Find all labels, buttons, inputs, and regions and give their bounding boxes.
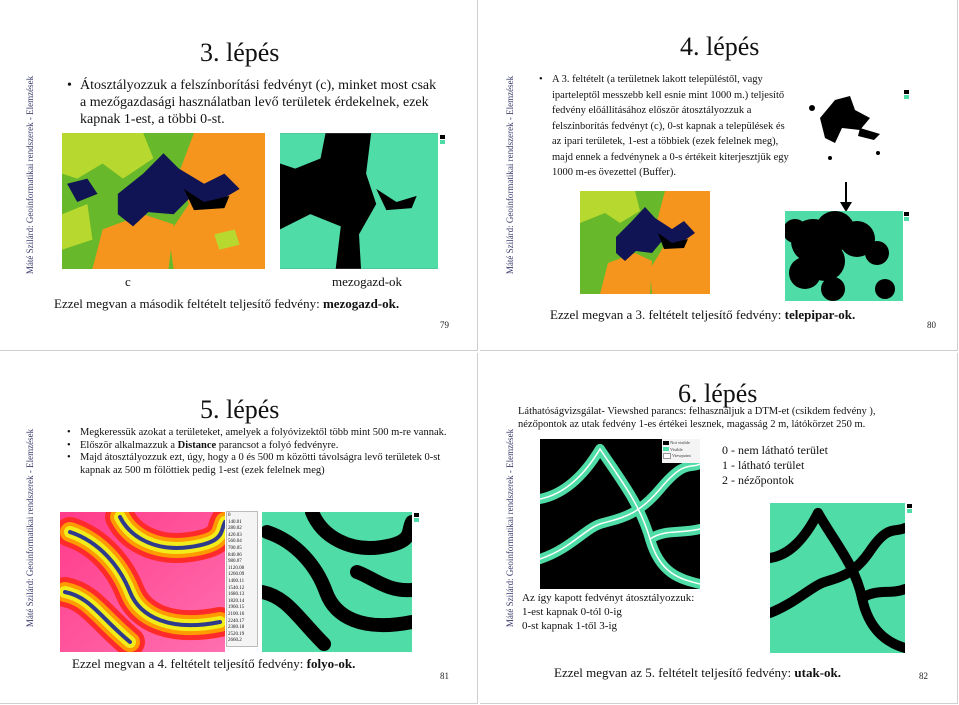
value-legend: 0 - nem látható terület 1 - látható terület 2 - nézőpontok	[722, 443, 828, 487]
slide-caption: Ezzel megvan a 3. feltételt teljesítő fedvény: telepipar-ok.	[550, 307, 856, 322]
legend-swatch	[440, 140, 445, 144]
mezogazd-ok-map	[280, 133, 438, 269]
distance-map	[60, 512, 225, 652]
slide-caption: Ezzel megvan az 5. feltételt teljesítő fedvény: utak-ok.	[554, 665, 842, 680]
landcover-map-c	[580, 191, 710, 294]
slide-82	[480, 353, 958, 704]
legend-row: Visible	[663, 447, 691, 454]
page-number: 79	[440, 320, 449, 330]
distance-legend: 0 140.01 280.02 420.03 560.04 700.05 840.06 980.07 1120.08 1260.09 1400.11 1540.12 1680.13 1820.14 1960.15 2100.16 2240.17 2380.18 2520.19 2660.2	[226, 511, 258, 647]
legend-swatch	[440, 135, 445, 139]
arrow-shaft	[845, 182, 847, 204]
page-number: 80	[927, 320, 936, 330]
legend-swatch	[904, 217, 909, 221]
folyo-ok-map	[262, 512, 412, 652]
bullet-item: • Majd átosztályozzuk ezt, úgy, hogy a 0 és 500 m közötti távolságra levő területek 0-st kapnak az 500 m fölöttiek pedig 1-est (ezek felelnek meg)	[80, 452, 450, 477]
slide-title: 4. lépés	[680, 32, 760, 61]
slide-caption: Ezzel megvan a 4. feltételt teljesítő fedvény: folyo-ok.	[72, 656, 356, 671]
side-label: Máté Szilárd: Geoinformatikai rendszerek - Elemzések	[25, 428, 36, 628]
map-label-mezogazd: mezogazd-ok	[332, 274, 403, 289]
map-legend	[663, 440, 691, 460]
slide-title: 5. lépés	[200, 395, 280, 424]
bullet-item: • A 3. feltételt (a területnek lakott településtől, vagy iparteleptől messzebb kell esnie mint 1000 m.) teljesítő fedvény előállításához először átosztályozzuk a felszínborítás fedvényt (c), 0-st kapnak a települések és az ipari területek, 1-est a többiek (ezek felelnek meg), majd ennek a fedvénynek a 0-s értékeit kiterjesztjük egy 1000 m-es övezettel (Buffer).	[552, 72, 792, 181]
bullet-item: • Megkeressük azokat a területeket, amelyek a folyóvizektől több mint 500 m-re vannak.	[80, 427, 450, 440]
slide-79	[0, 0, 478, 351]
intro-text: Láthatóságvizsgálat- Viewshed parancs: felhasználjuk a DTM-et (csikdem fedvény ), nézőpontok az utak fedvény 1-es értékei lesznek, magasság 2 m, látókörzet 250 m.	[518, 406, 876, 430]
bullet-item: • Átosztályozzuk a felszínborítási fedvényt (c), minket most csak a mezőgazdasági használatban levő területek érdekelnek, ezek kapnak 1-est, a többi 0-st.	[80, 77, 440, 128]
page-number: 82	[919, 671, 928, 681]
legend-row: Not visible	[663, 440, 691, 447]
legend-swatch	[904, 90, 909, 94]
legend-swatch	[414, 518, 419, 522]
viewshed-map	[540, 439, 700, 589]
page-number: 81	[440, 671, 449, 681]
slide-caption: Ezzel megvan a második feltételt teljesítő fedvény: mezogazd-ok.	[54, 296, 400, 311]
legend-row: Viewpoint	[663, 453, 691, 460]
bullet-list	[66, 427, 450, 477]
telepipar-ok-map	[785, 211, 903, 301]
map-label-c: c	[125, 274, 131, 289]
side-label: Máté Szilárd: Geoinformatikai rendszerek - Elemzések	[505, 428, 516, 628]
telepulesek-map	[800, 88, 892, 170]
legend-swatch	[414, 513, 419, 517]
slide-title: 3. lépés	[200, 38, 280, 67]
legend-swatch	[907, 504, 912, 508]
legend-swatch	[904, 95, 909, 99]
bullet-item: • Először alkalmazzuk a Distance parancsot a folyó fedvényre.	[80, 440, 450, 453]
bullet-list	[538, 72, 792, 181]
reclass-text: Az így kapott fedvényt átosztályozzuk: 1-est kapnak 0-tól 0-ig 0-st kapnak 1-től 3-ig	[522, 592, 695, 632]
landcover-map-c	[62, 133, 265, 269]
side-label: Máté Szilárd: Geoinformatikai rendszerek - Elemzések	[25, 75, 36, 275]
slide-title: 6. lépés	[678, 379, 758, 408]
legend-swatch	[907, 509, 912, 513]
slide-80	[480, 0, 958, 351]
slide-81	[0, 353, 478, 704]
bullet-list	[66, 77, 440, 128]
legend-swatch	[904, 212, 909, 216]
side-label: Máté Szilárd: Geoinformatikai rendszerek - Elemzések	[505, 75, 516, 275]
utak-ok-map	[770, 503, 905, 653]
